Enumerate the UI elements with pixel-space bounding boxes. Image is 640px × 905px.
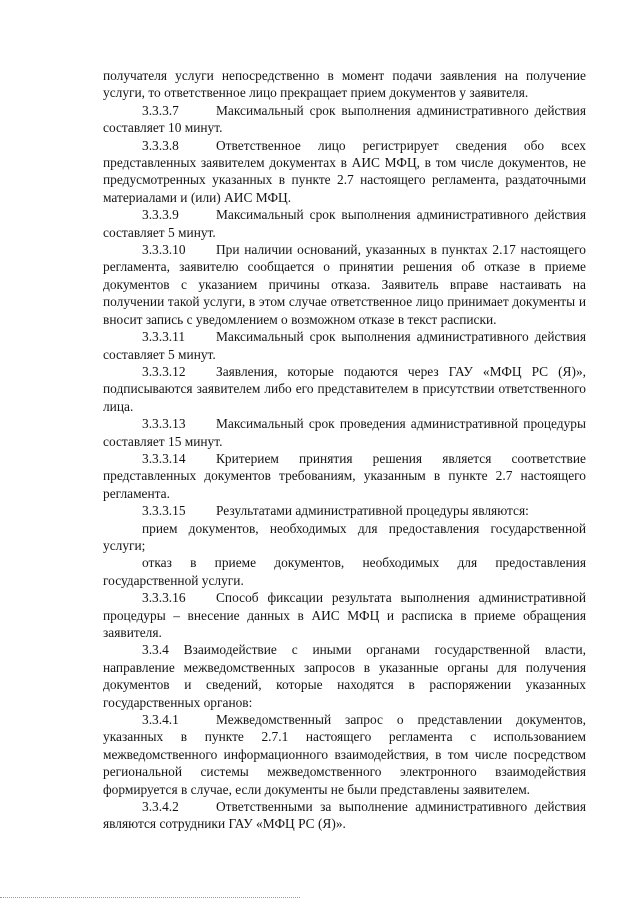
- paragraph-3-3-3-13: [103, 415, 586, 450]
- paragraph-3-3-3-14: [103, 450, 586, 502]
- clause-number: 3.3.4.1: [142, 712, 179, 728]
- clause-number: 3.3.3.8: [142, 137, 179, 153]
- clause-number: 3.3.4.2: [142, 799, 179, 815]
- paragraph-text: Критерием принятия решения является соответствие представленных документов требованиям, указанным в пункте 2.7 настоящего регламента.: [103, 450, 586, 501]
- list-item-refuse: [103, 554, 586, 589]
- document-body: [103, 67, 586, 833]
- paragraph-text: получателя услуги непосредственно в момент подачи заявления на получение услуги, то ответственное лицо прекращает прием документов у заявителя.: [103, 68, 586, 101]
- clause-number: 3.3.3.13: [142, 416, 186, 432]
- paragraph-text: Ответственными за выполнение административного действия являются сотрудники ГАУ «МФЦ РС (Я)».: [103, 799, 586, 832]
- paragraph-text: Максимальный срок выполнения административного действия составляет 10 минут.: [103, 102, 586, 136]
- paragraph-3-3-3-10: [103, 241, 586, 328]
- paragraph-3-3-3-8: [103, 137, 586, 207]
- paragraph-text: Ответственное лицо регистрирует сведения обо всех представленных заявителем документах в АИС МФЦ, в том числе документов, не предусмотренных указанных в пункте 2.7 настоящего регламента, раздаточными материалами и (или) АИС МФЦ.: [103, 137, 586, 205]
- clause-number: 3.3.3.11: [142, 329, 186, 345]
- paragraph-3-3-3-12: [103, 363, 586, 415]
- paragraph-3-3-3-11: [103, 328, 586, 363]
- paragraph-text: Максимальный срок проведения административной процедуры составляет 15 минут.: [103, 416, 586, 449]
- paragraph-text: отказ в приеме документов, необходимых для предоставления государственной услуги.: [103, 555, 586, 588]
- paragraph-text: Максимальный срок выполнения административного действия составляет 5 минут.: [103, 329, 586, 362]
- clause-number: 3.3.3.12: [142, 363, 186, 379]
- paragraph-3-3-3-15: [103, 502, 586, 519]
- clause-number: 3.3.3.7: [142, 102, 179, 118]
- paragraph-text: Межведомственный запрос о представлении документов, указанных в пункте 2.7.1 настоящего регламента с использованием межведомственного информационного взаимодействия, в том числе посредством региональной системы межведомственного электронного взаимодействия формируется в случае, если документы не были представлены заявителем.: [103, 712, 586, 797]
- paragraph-text: 3.3.4 Взаимодействие с иными органами государственной власти, направление межведомственных запросов в указанные органы для получения документов и сведений, которые находятся в распоряжении указанных государственных органов:: [103, 642, 586, 710]
- paragraph-3-3-4-2: [103, 798, 586, 833]
- paragraph-text: прием документов, необходимых для предоставления государственной услуги;: [103, 520, 586, 553]
- clause-number: 3.3.3.9: [142, 207, 179, 223]
- scan-edge-line: [0, 897, 300, 898]
- clause-number: 3.3.3.16: [142, 590, 186, 606]
- paragraph-3-3-3-9: [103, 206, 586, 241]
- section-3-3-4-heading: [103, 641, 586, 711]
- paragraph-text: Максимальный срок выполнения административного действия составляет 5 минут.: [103, 207, 586, 240]
- paragraph: [103, 67, 586, 102]
- paragraph-3-3-3-7: [103, 102, 586, 137]
- list-item-accept: [103, 520, 586, 555]
- paragraph-text: При наличии оснований, указанных в пунктах 2.17 настоящего регламента, заявителю сообщается о принятии решения об отказе в приеме документов с указанием причины отказа. Заявитель вправе настаивать на получении такой услуги, в этом случае ответственное лицо принимает документы и вносит запись с уведомлением о возможном отказе в текст расписки.: [103, 242, 586, 327]
- paragraph-3-3-3-16: [103, 589, 586, 641]
- clause-number: 3.3.3.10: [142, 242, 186, 258]
- clause-number: 3.3.3.14: [142, 450, 186, 466]
- paragraph-3-3-4-1: [103, 711, 586, 798]
- paragraph-text: Заявления, которые подаются через ГАУ «МФЦ РС (Я)», подписываются заявителем либо его представителем в присутствии ответственного лица.: [103, 363, 586, 414]
- paragraph-text: Результатами административной процедуры являются:: [216, 503, 529, 519]
- clause-number: 3.3.3.15: [142, 503, 186, 519]
- paragraph-text: Способ фиксации результата выполнения административной процедуры – внесение данных в АИС МФЦ и расписка в приеме обращения заявителя.: [103, 590, 586, 640]
